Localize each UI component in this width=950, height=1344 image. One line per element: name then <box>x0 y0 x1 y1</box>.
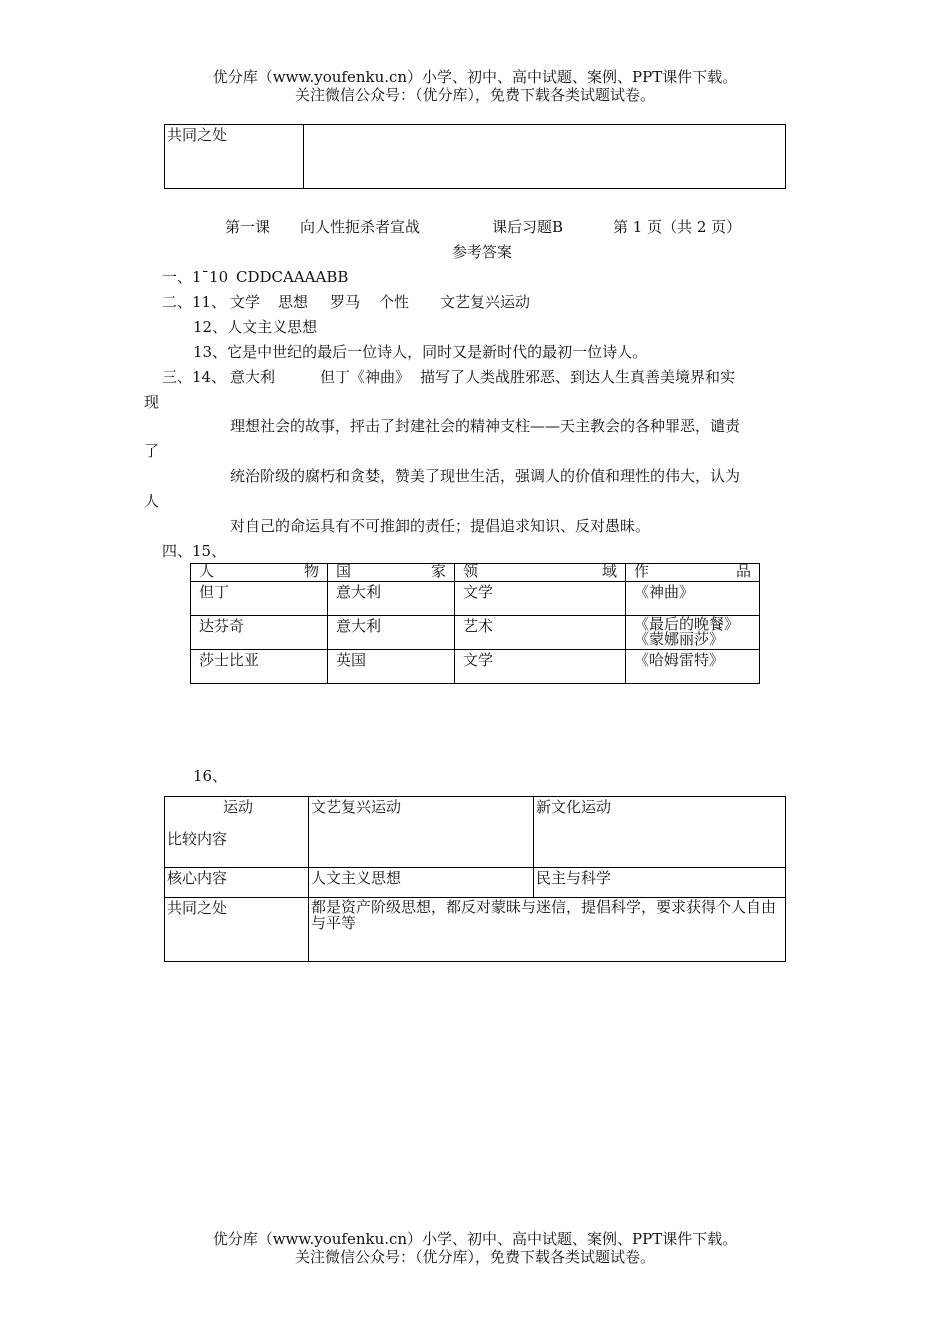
figures-table <box>190 563 760 684</box>
row3-person: 莎士比亚 <box>191 650 328 684</box>
lesson-number: 第一课 <box>225 218 271 236</box>
page-header-line2: 关注微信公众号：（优分库），免费下载各类试题试卷。 <box>294 86 655 104</box>
q14-wrap2: 了 <box>144 442 160 460</box>
table-row <box>191 650 760 684</box>
exercise-label: 课后习题B <box>492 218 564 236</box>
top-comparison-table <box>164 124 786 189</box>
q13-answer: 13、它是中世纪的最后一位诗人，同时又是新时代的最初一位诗人。 <box>193 343 648 361</box>
q12-answer: 12、人文主义思想 <box>193 318 318 336</box>
table-row <box>191 616 760 650</box>
page-footer-line1: 优分库（www.youfenku.cn）小学、初中、高中试题、案例、PPT课件下载。 <box>212 1230 738 1248</box>
row3-field: 文学 <box>455 650 626 684</box>
movement-comparison-table <box>164 796 786 962</box>
row1-country: 意大利 <box>328 582 455 616</box>
q14-country: 意大利 <box>230 368 276 386</box>
row-core-new-culture: 民主与科学 <box>534 868 786 898</box>
q14-line3: 统治阶级的腐朽和贪婪，赞美了现世生活，强调人的价值和理性的伟大，认为 <box>230 467 741 485</box>
section3-label: 三、14、 <box>162 368 227 386</box>
row-common-label: 共同之处 <box>165 898 309 962</box>
table-row <box>191 582 760 616</box>
section4-label: 四、15、 <box>162 542 227 560</box>
row-core-renaissance: 人文主义思想 <box>309 868 534 898</box>
lesson-topic: 向人性扼杀者宣战 <box>300 218 421 236</box>
col-renaissance: 文艺复兴运动 <box>309 797 534 868</box>
row2-work-2: 《蒙娜丽莎》 <box>634 630 725 648</box>
row3-country: 英国 <box>328 650 455 684</box>
top-table-content <box>304 125 786 189</box>
q11-answer-3: 罗马 <box>330 293 361 311</box>
row3-work: 《哈姆雷特》 <box>626 650 760 684</box>
section2-label: 二、11、 <box>162 293 227 311</box>
corner-bottom: 比较内容 <box>167 830 228 848</box>
row2-country: 意大利 <box>328 616 455 650</box>
corner-cell <box>165 797 309 868</box>
q14-wrap3: 人 <box>144 492 160 510</box>
row1-field: 文学 <box>455 582 626 616</box>
section16-label: 16、 <box>193 767 228 785</box>
q11-answer-2: 思想 <box>278 293 309 311</box>
row2-person: 达芬奇 <box>191 616 328 650</box>
page-header-line1: 优分库（www.youfenku.cn）小学、初中、高中试题、案例、PPT课件下载。 <box>212 68 738 86</box>
header-work: 作 品 <box>626 564 760 582</box>
col-new-culture: 新文化运动 <box>534 797 786 868</box>
row2-work-1: 《最后的晚餐》 <box>634 615 740 633</box>
page-indicator: 第 1 页（共 2 页） <box>613 218 742 236</box>
q11-answer-5: 文艺复兴运动 <box>440 293 531 311</box>
q14-line4: 对自己的命运具有不可推卸的责任；提倡追求知识、反对愚昧。 <box>230 517 651 535</box>
q14-wrap1: 现 <box>144 393 160 411</box>
corner-top: 运动 <box>223 798 254 816</box>
q14-line2: 理想社会的故事，抨击了封建社会的精神支柱——天主教会的各种罪恶，谴责 <box>230 417 741 435</box>
q14-work: 但丁《神曲》 <box>320 368 411 386</box>
section1-answers: CDDCAAAABB <box>236 268 349 286</box>
header-field: 领 域 <box>455 564 626 582</box>
header-country: 国 家 <box>328 564 455 582</box>
q11-answer-1: 文学 <box>230 293 261 311</box>
q11-answer-4: 个性 <box>379 293 410 311</box>
top-table-label: 共同之处 <box>165 125 304 189</box>
row-common-content: 都是资产阶级思想，都反对蒙昧与迷信，提倡科学，要求获得个人自由与平等 <box>309 898 786 962</box>
row1-person: 但丁 <box>191 582 328 616</box>
row2-work <box>626 616 760 650</box>
q14-line1: 描写了人类战胜邪恶、到达人生真善美境界和实 <box>420 368 736 386</box>
answer-title: 参考答案 <box>452 243 513 261</box>
row-core-label: 核心内容 <box>165 868 309 898</box>
page-footer-line2: 关注微信公众号：（优分库），免费下载各类试题试卷。 <box>294 1248 655 1266</box>
row2-field: 艺术 <box>455 616 626 650</box>
row1-work: 《神曲》 <box>626 582 760 616</box>
section1-label: 一、1¯10 <box>162 268 229 286</box>
header-person: 人 物 <box>191 564 328 582</box>
